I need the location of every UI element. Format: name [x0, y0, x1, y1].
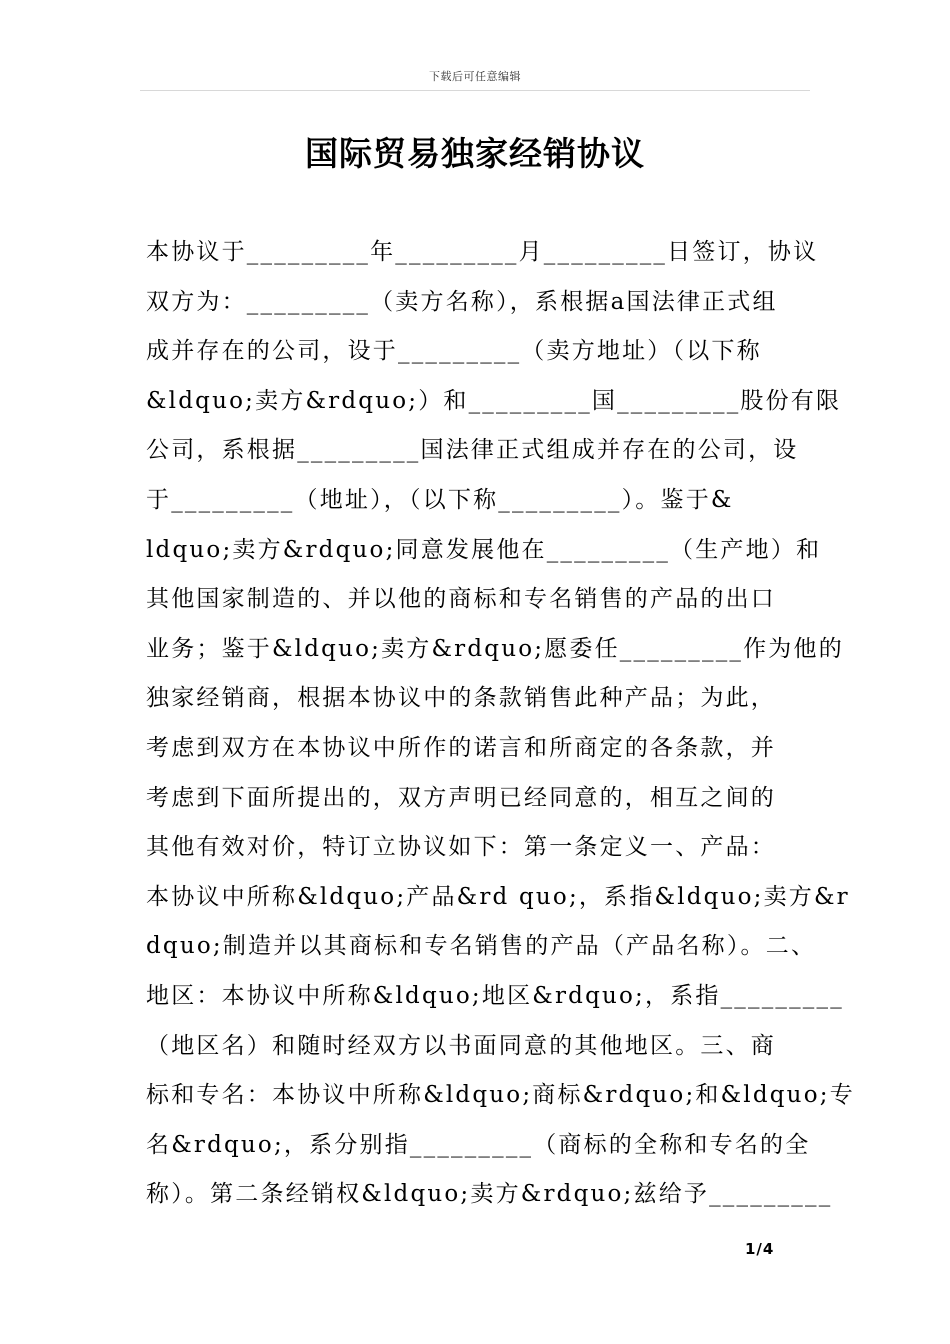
body-line: 考虑到双方在本协议中所作的诺言和所商定的各条款，并	[146, 734, 776, 761]
header-divider	[140, 90, 810, 91]
page-number: 1/4	[745, 1240, 775, 1258]
body-line: &ldquo;卖方&rdquo;）和_________国_________股份有限	[146, 387, 842, 414]
body-line: 地区：本协议中所称&ldquo;地区&rdquo;，系指_________	[146, 982, 844, 1009]
body-line: 于_________（地址），（以下称_________）。鉴于&	[146, 486, 734, 513]
body-line: 名&rdquo;，系分别指_________（商标的全称和专名的全	[146, 1131, 811, 1158]
body-line: 独家经销商，根据本协议中的条款销售此种产品；为此，	[146, 685, 776, 712]
body-line: （地区名）和随时经双方以书面同意的其他地区。三、商	[146, 1032, 776, 1059]
header-note: 下载后可任意编辑	[429, 70, 521, 83]
body-line: 双方为：_________（卖方名称），系根据a国法律正式组	[146, 288, 778, 315]
body-line: 本协议中所称&ldquo;产品&rd quo;，系指&ldquo;卖方&r	[146, 883, 850, 910]
body-line: dquo;制造并以其商标和专名销售的产品（产品名称）。二、	[146, 933, 817, 960]
body-line: 标和专名：本协议中所称&ldquo;商标&rdquo;和&ldquo;专	[146, 1082, 855, 1109]
document-title: 国际贸易独家经销协议	[305, 134, 645, 173]
body-line: 考虑到下面所提出的，双方声明已经同意的，相互之间的	[146, 784, 776, 811]
body-line: 业务；鉴于&ldquo;卖方&rdquo;愿委任_________作为他的	[146, 635, 844, 662]
body-line: 其他国家制造的、并以他的商标和专名销售的产品的出口	[146, 586, 776, 613]
agreement-body	[146, 228, 855, 1220]
body-line: 其他有效对价，特订立协议如下：第一条定义一、产品：	[146, 834, 776, 861]
body-line: 成并存在的公司，设于_________（卖方地址）（以下称	[146, 338, 762, 365]
body-line: 本协议于_________年_________月_________日签订，协议	[146, 239, 819, 265]
body-line: 称）。第二条经销权&ldquo;卖方&rdquo;兹给予_________	[146, 1181, 833, 1208]
body-line: 公司，系根据_________国法律正式组成并存在的公司，设	[146, 437, 799, 464]
body-line: ldquo;卖方&rdquo;同意发展他在_________（生产地）和	[146, 536, 822, 563]
